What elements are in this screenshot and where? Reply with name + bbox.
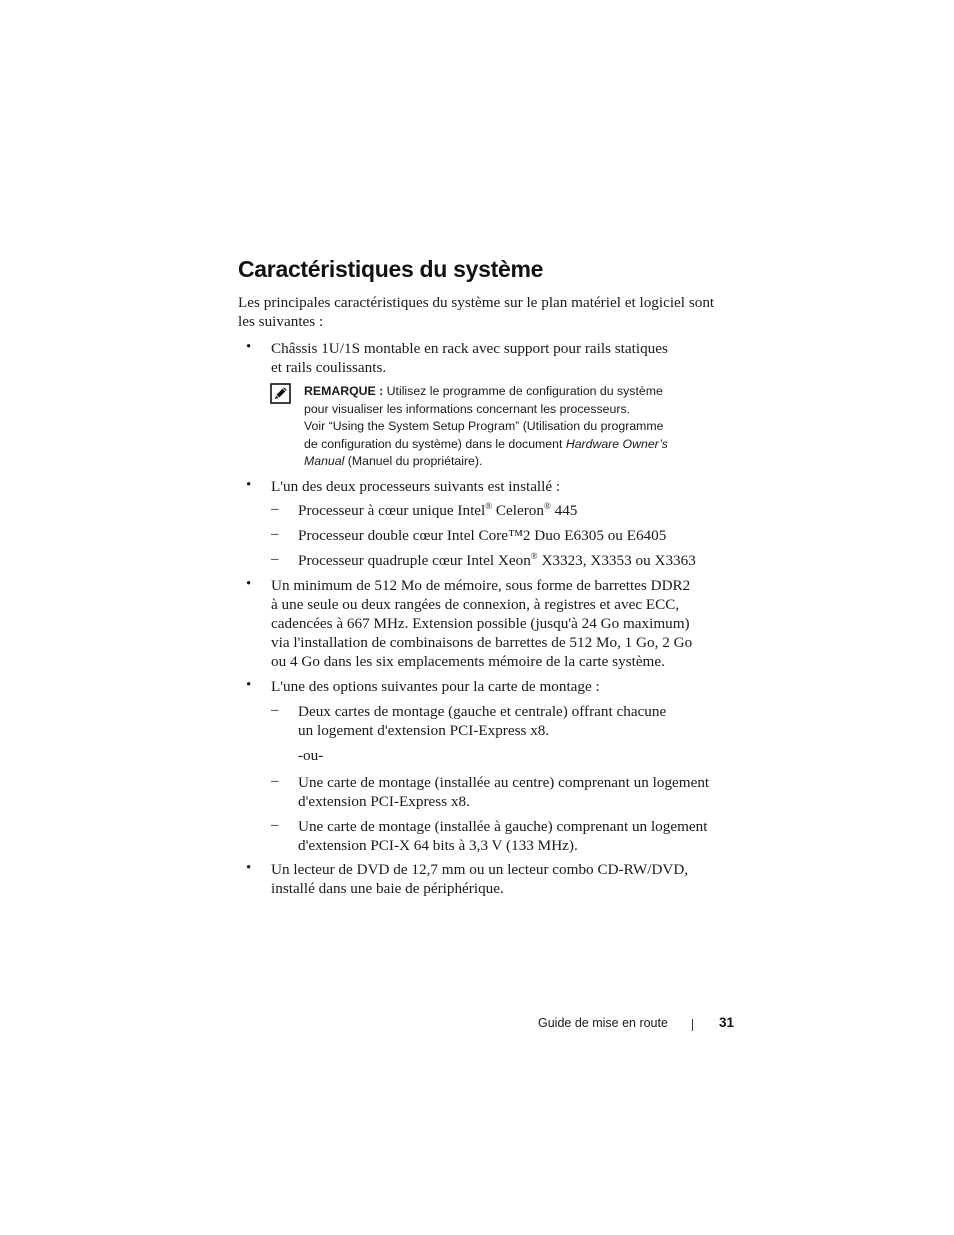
footer-divider bbox=[692, 1019, 693, 1031]
feature-optical-drive-line1: Un lecteur de DVD de 12,7 mm ou un lecteur combo CD-RW/DVD, bbox=[271, 861, 689, 878]
dash-marker: – bbox=[271, 551, 279, 567]
note-doc-title-part2: Manual bbox=[304, 454, 345, 468]
riser-option-left bbox=[298, 817, 748, 855]
pencil-note-icon bbox=[270, 383, 291, 404]
feature-memory-line3: cadencées à 667 MHz. Extension possible (jusqu'à 24 Go maximum) bbox=[271, 615, 690, 632]
note-label: REMARQUE : bbox=[304, 384, 384, 398]
feature-memory-line4: via l'installation de combinaisons de barrettes de 512 Mo, 1 Go, 2 Go bbox=[271, 634, 693, 651]
bullet-marker: • bbox=[246, 860, 252, 876]
footer-document-title: Guide de mise en route bbox=[538, 1016, 668, 1030]
dash-marker: – bbox=[271, 773, 279, 789]
bullet-marker: • bbox=[246, 477, 252, 493]
registered-mark: ® bbox=[530, 551, 538, 561]
dash-marker: – bbox=[271, 702, 279, 718]
feature-processor: L'un des deux processeurs suivants est installé : bbox=[271, 478, 561, 495]
dash-marker: – bbox=[271, 817, 279, 833]
processor-celeron-model: 445 bbox=[550, 502, 578, 519]
riser-option-center-line2: d'extension PCI-Express x8. bbox=[298, 793, 470, 810]
feature-chassis-line1: Châssis 1U/1S montable en rack avec support pour rails statiques bbox=[271, 340, 668, 357]
processor-option-celeron bbox=[298, 501, 577, 520]
registered-mark: ® bbox=[485, 501, 493, 511]
riser-or-separator: -ou- bbox=[298, 747, 324, 764]
processor-xeon-models: X3323, X3353 ou X3363 bbox=[537, 552, 696, 569]
processor-xeon-text: Processeur quadruple cœur Intel Xeon bbox=[298, 552, 531, 569]
feature-memory-line2: à une seule ou deux rangées de connexion, à registres et avec ECC, bbox=[271, 596, 680, 613]
dash-marker: – bbox=[271, 526, 279, 542]
note-doc-title-part1: Hardware Owner’s bbox=[565, 436, 668, 451]
feature-memory bbox=[271, 576, 741, 671]
processor-celeron-brand: Celeron bbox=[492, 502, 544, 519]
note-line2: pour visualiser les informations concernant les processeurs. bbox=[304, 401, 631, 416]
feature-chassis-line2: et rails coulissants. bbox=[271, 359, 387, 376]
processor-option-core2: Processeur double cœur Intel Core™2 Duo E6305 ou E6405 bbox=[298, 527, 667, 544]
bullet-marker: • bbox=[246, 576, 252, 592]
processor-celeron-text: Processeur à cœur unique Intel bbox=[298, 502, 486, 519]
riser-option-two-cards-line1: Deux cartes de montage (gauche et centrale) offrant chacune bbox=[298, 703, 667, 720]
feature-riser: L'une des options suivantes pour la carte de montage : bbox=[271, 678, 600, 695]
feature-memory-line5: ou 4 Go dans les six emplacements mémoire de la carte système. bbox=[271, 653, 665, 670]
riser-option-center-line1: Une carte de montage (installée au centre) comprenant un logement bbox=[298, 774, 710, 791]
riser-option-two-cards bbox=[298, 702, 738, 740]
note-line4: de configuration du système) dans le document bbox=[304, 436, 566, 451]
dash-marker: – bbox=[271, 501, 279, 517]
note-line5: (Manuel du propriétaire). bbox=[344, 454, 483, 468]
registered-mark: ® bbox=[543, 501, 551, 511]
feature-memory-line1: Un minimum de 512 Mo de mémoire, sous forme de barrettes DDR2 bbox=[271, 577, 691, 594]
page-number: 31 bbox=[719, 1015, 735, 1030]
bullet-marker: • bbox=[246, 677, 252, 693]
feature-optical-drive bbox=[271, 860, 721, 898]
processor-option-xeon bbox=[298, 551, 696, 570]
bullet-marker: • bbox=[246, 339, 252, 355]
feature-chassis bbox=[271, 339, 711, 377]
riser-option-center bbox=[298, 773, 748, 811]
page-title: Caractéristiques du système bbox=[238, 256, 544, 282]
riser-option-two-cards-line2: un logement d'extension PCI-Express x8. bbox=[298, 722, 550, 739]
riser-option-left-line2: d'extension PCI-X 64 bits à 3,3 V (133 MHz). bbox=[298, 837, 578, 854]
feature-optical-drive-line2: installé dans une baie de périphérique. bbox=[271, 880, 504, 897]
note-line1: Utilisez le programme de configuration du système bbox=[386, 384, 663, 398]
note-box bbox=[304, 383, 689, 471]
riser-option-left-line1: Une carte de montage (installée à gauche) comprenant un logement bbox=[298, 818, 708, 835]
note-line3: Voir “Using the System Setup Program” (Utilisation du programme bbox=[304, 419, 664, 433]
intro-paragraph: Les principales caractéristiques du système sur le plan matériel et logiciel sont les suivantes : bbox=[238, 294, 715, 330]
